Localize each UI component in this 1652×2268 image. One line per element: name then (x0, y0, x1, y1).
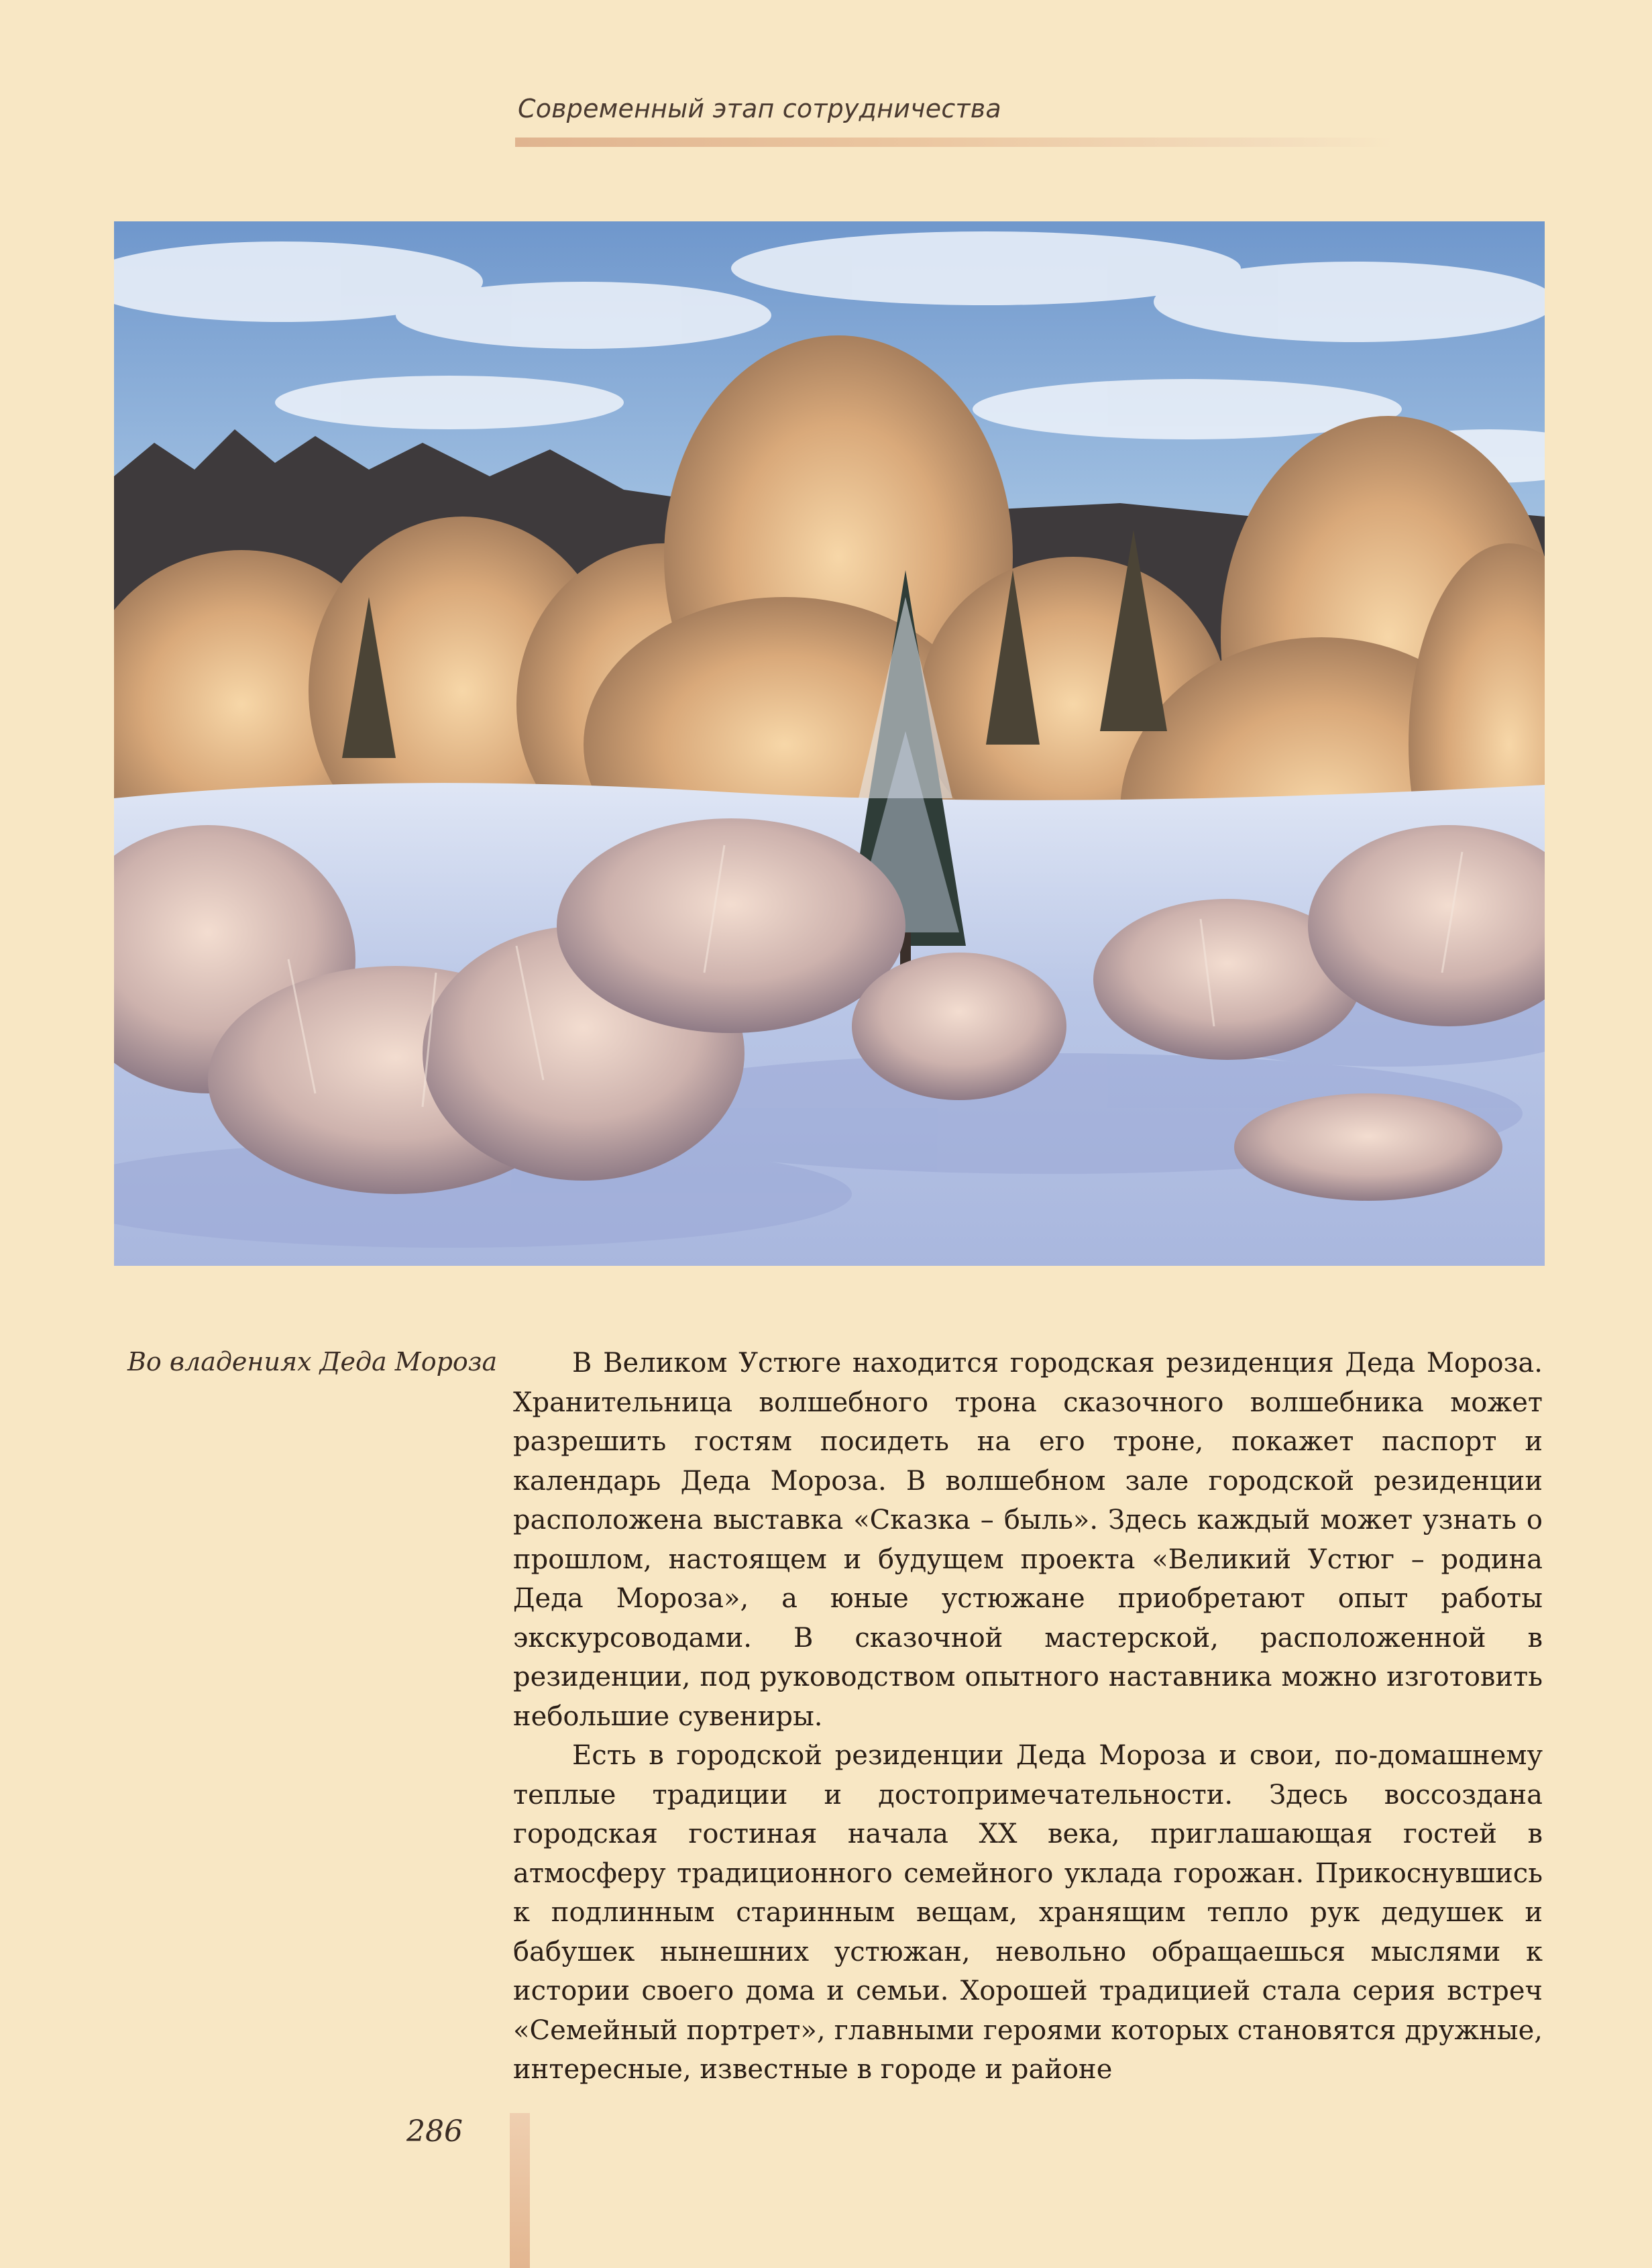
winter-landscape-photo (114, 221, 1545, 1266)
body-text (513, 1344, 1543, 2090)
figure-caption: Во владениях Деда Мороза (127, 1347, 498, 1376)
paragraph-1: В Великом Устюге находится городская резиденция Деда Мороза. Хранительница волшебного трона сказочного волшебника может разрешить гостям посидеть на его троне, покажет паспорт и календарь Деда Мороза. В волшебном зале городской резиденции расположена выставка «Сказка – быль». Здесь каждый может узнать о прошлом, настоящем и будущем проекта «Великий Устюг – родина Деда Мороза», а юные устюжане приобретают опыт работы экскурсоводами. В сказочной мастерской, расположенной в резиденции, под руководством опытного наставника можно изготовить небольшие сувениры. (513, 1348, 1543, 1732)
paragraph-2: Есть в городской резиденции Деда Мороза и свои, по-домашнему теплые традиции и достопримечательности. Здесь воссоздана городская гостиная начала XX века, приглашающая гостей в атмосферу традиционного семейного уклада горожан. Прикоснувшись к подлинным старинным вещам, хранящим тепло рук дедушек и бабушек нынешних устюжан, невольно обращаешься мыслями к истории своего дома и семьи. Хорошей традицией стала серия встреч «Семейный портрет», главными героями которых становятся дружные, интересные, известные в городе и районе (513, 1740, 1543, 2085)
bottom-accent-bar (510, 2113, 530, 2268)
running-header: Современный этап сотрудничества (518, 94, 1001, 123)
page-number: 286 (406, 2114, 463, 2149)
header-rule (515, 138, 1394, 147)
